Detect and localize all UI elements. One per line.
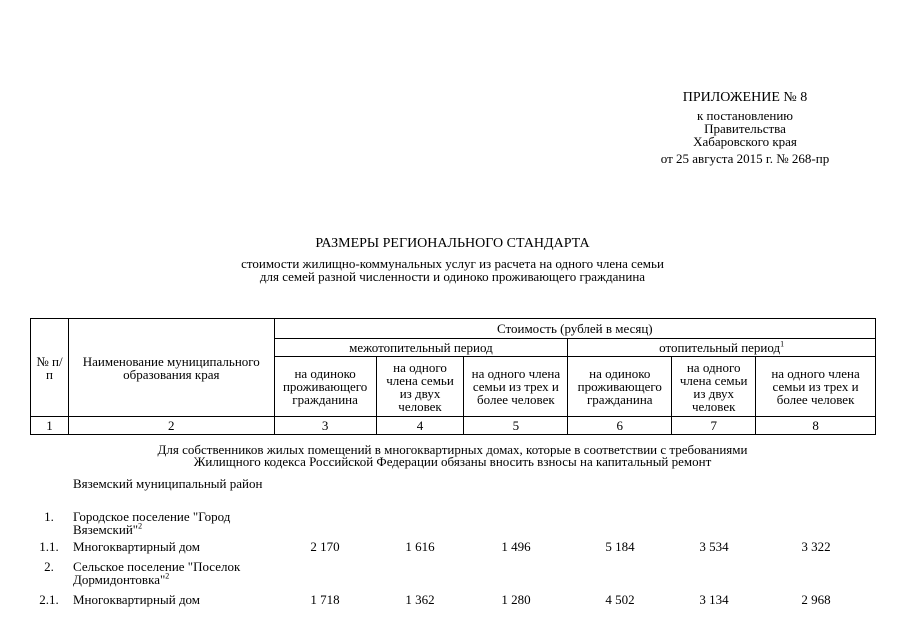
footnote-mark: 1 xyxy=(780,339,785,349)
value-cell: 1 496 xyxy=(501,539,531,554)
row-name xyxy=(73,560,278,586)
standards-table xyxy=(30,318,876,435)
subtitle-line: стоимости жилищно-коммунальных услуг из расчета на одного члена семьи xyxy=(241,256,664,271)
subtitle-line: для семей разной численности и одиноко проживающего гражданина xyxy=(259,269,646,284)
index-cell: 1 xyxy=(31,417,69,435)
value-cell: 1 362 xyxy=(405,592,435,607)
row-number: 2. xyxy=(44,559,54,574)
header-cost: Стоимость (рублей в месяц) xyxy=(274,319,875,339)
row-name: Многоквартирный дом xyxy=(73,539,201,554)
row-name xyxy=(73,510,278,536)
index-cell: 4 xyxy=(376,417,464,435)
header-single: на одиноко проживающего гражданина xyxy=(568,357,672,417)
header-single: на одиноко проживающего гражданина xyxy=(274,357,376,417)
header-three: на одного члена семьи из трех и более человек xyxy=(756,357,876,417)
value-cell: 5 184 xyxy=(605,539,635,554)
value-cell: 3 322 xyxy=(801,539,831,554)
index-cell: 6 xyxy=(568,417,672,435)
row-number: 2.1. xyxy=(39,592,59,607)
value-cell: 1 280 xyxy=(501,592,531,607)
header-three: на одного члена семьи из трех и более человек xyxy=(464,357,568,417)
row-number: 1. xyxy=(44,509,54,524)
index-cell: 7 xyxy=(672,417,756,435)
header-two: на одного члена семьи из двух человек xyxy=(672,357,756,417)
header-two: на одного члена семьи из двух человек xyxy=(376,357,464,417)
header-period-2 xyxy=(568,339,876,357)
annex-block xyxy=(635,91,855,165)
annex-line: Хабаровского края xyxy=(693,134,797,149)
row-name-text: Городское поселение "Город Вяземский" xyxy=(73,509,231,537)
value-cell: 1 616 xyxy=(405,539,435,554)
value-cell: 1 718 xyxy=(310,592,340,607)
footnote-mark: 2 xyxy=(138,521,143,531)
annex-date: от 25 августа 2015 г. № 268-пр xyxy=(660,151,830,166)
index-cell: 8 xyxy=(756,417,876,435)
document-subtitle xyxy=(0,257,905,283)
header-period-1: межотопительный период xyxy=(274,339,568,357)
value-cell: 2 968 xyxy=(801,592,831,607)
row-name: Многоквартирный дом xyxy=(73,592,201,607)
index-cell: 3 xyxy=(274,417,376,435)
index-cell: 5 xyxy=(464,417,568,435)
value-cell: 4 502 xyxy=(605,592,635,607)
district-name: Вяземский муниципальный район xyxy=(73,476,263,491)
value-cell: 3 534 xyxy=(699,539,729,554)
row-name-text: Сельское поселение "Поселок Дормидонтовка" xyxy=(73,559,241,587)
period-2-label: отопительный период xyxy=(659,340,781,355)
row-number: 1.1. xyxy=(39,539,59,554)
index-cell: 2 xyxy=(68,417,274,435)
document-title: РАЗМЕРЫ РЕГИОНАЛЬНОГО СТАНДАРТА xyxy=(315,236,590,251)
annex-title: ПРИЛОЖЕНИЕ № 8 xyxy=(682,90,808,105)
annex-line: к постановлению xyxy=(696,108,794,123)
header-name: Наименование муниципального образования края xyxy=(68,319,274,417)
value-cell: 3 134 xyxy=(699,592,729,607)
section-line: Для собственников жилых помещений в многоквартирных домах, которые в соответствии с требованиями xyxy=(157,442,748,457)
header-num: № п/п xyxy=(31,319,69,417)
footnote-mark: 2 xyxy=(165,571,170,581)
section-line: Жилищного кодекса Российской Федерации обязаны вносить взносы на капитальный ремонт xyxy=(193,454,712,469)
annex-line: Правительства xyxy=(704,121,786,136)
section-heading xyxy=(0,444,905,468)
value-cell: 2 170 xyxy=(310,539,340,554)
